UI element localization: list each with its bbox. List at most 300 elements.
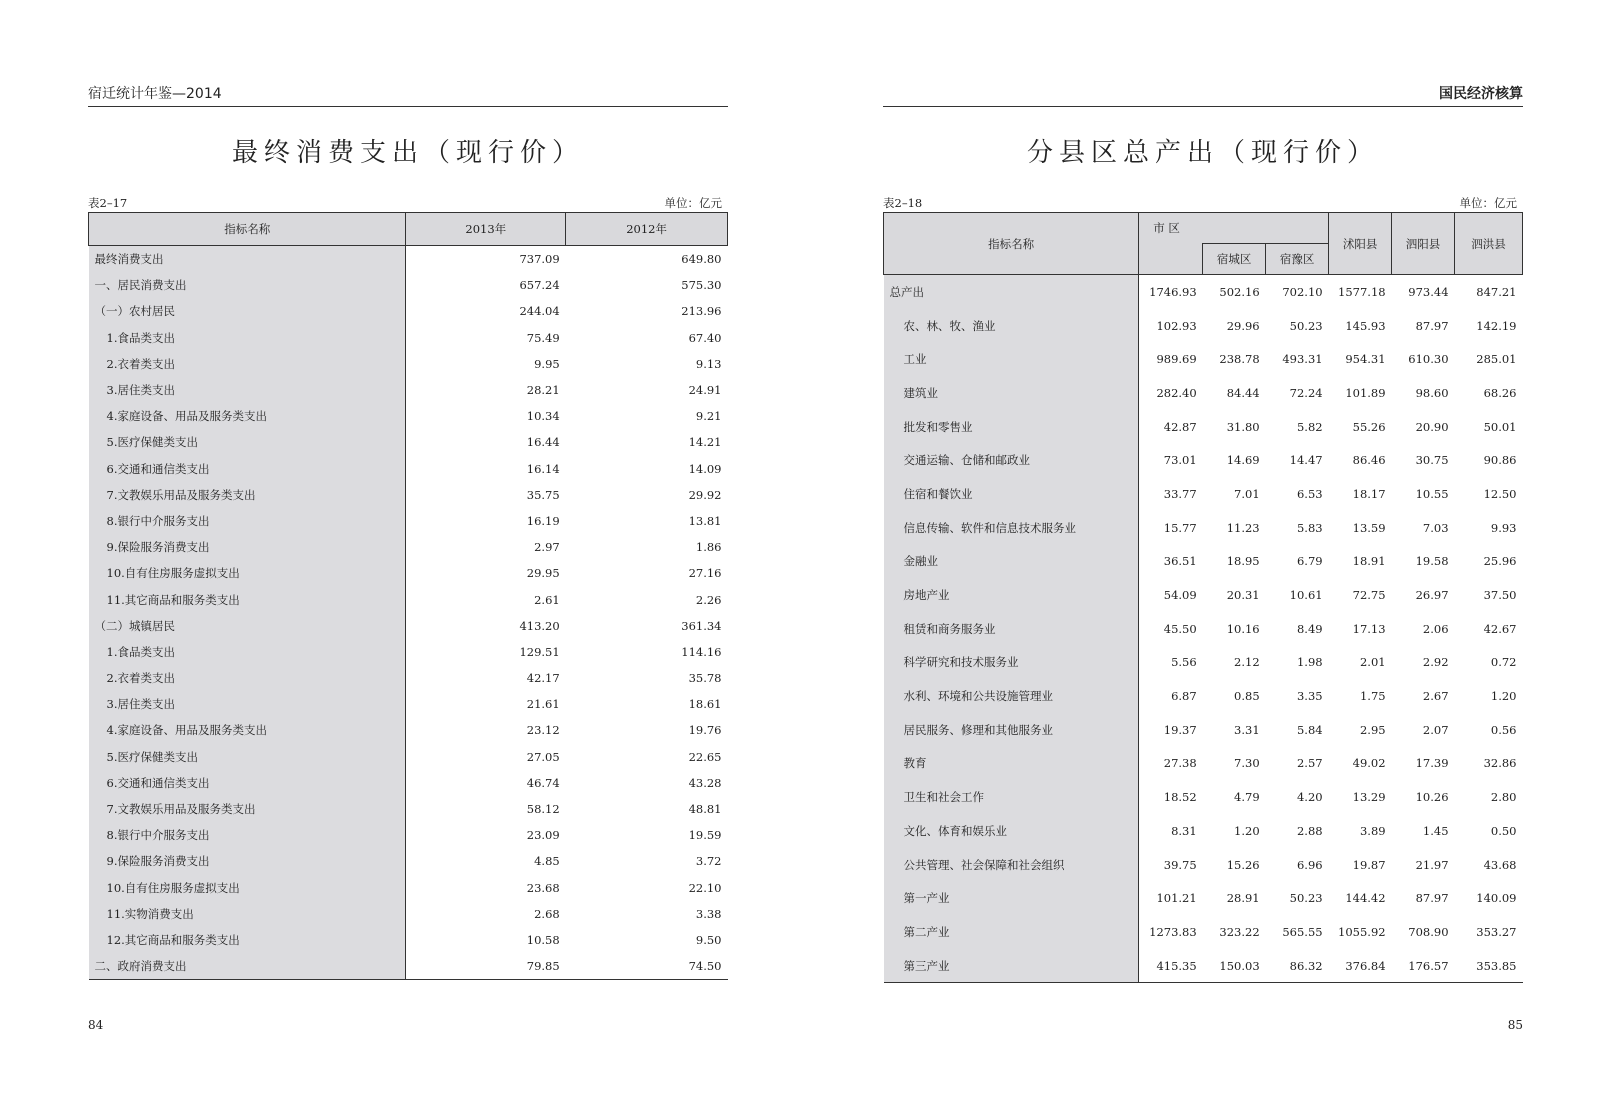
value-shuyang: 145.93 xyxy=(1345,318,1386,333)
value-2012: 35.78 xyxy=(688,671,722,686)
value-siyang: 973.44 xyxy=(1408,284,1449,299)
value-city: 989.69 xyxy=(1156,352,1197,367)
row-label: 租赁和商务服务业 xyxy=(884,612,1139,646)
value-sihong: 32.86 xyxy=(1483,756,1517,771)
row-label: 一、居民消费支出 xyxy=(89,272,406,298)
value-2013: 23.12 xyxy=(526,723,560,738)
row-label: 8.银行中介服务支出 xyxy=(89,822,406,848)
value-2013: 42.17 xyxy=(526,671,560,686)
row-label: 1.食品类支出 xyxy=(89,325,406,351)
value-sihong: 12.50 xyxy=(1483,486,1517,501)
value-city: 33.77 xyxy=(1163,486,1197,501)
value-suyu: 1.98 xyxy=(1296,655,1323,670)
value-2013: 9.95 xyxy=(534,356,560,371)
value-2013: 10.34 xyxy=(526,409,560,424)
value-city: 415.35 xyxy=(1139,949,1203,983)
row-label: 11.其它商品和服务类支出 xyxy=(89,586,406,612)
row-label: 3.居住类支出 xyxy=(89,691,406,717)
value-2012: 27.16 xyxy=(688,566,722,581)
value-sucheng: 20.31 xyxy=(1226,588,1260,603)
table-row xyxy=(884,646,1523,680)
table-row xyxy=(884,713,1523,747)
table-row xyxy=(884,915,1523,949)
value-2012: 3.72 xyxy=(695,854,722,869)
value-city: 15.77 xyxy=(1163,520,1197,535)
col-header-2012: 2012年 xyxy=(566,213,728,246)
row-label: 9.保险服务消费支出 xyxy=(89,534,406,560)
value-sihong: 9.93 xyxy=(1490,520,1517,535)
value-city: 39.75 xyxy=(1163,857,1197,872)
value-siyang: 87.97 xyxy=(1415,318,1449,333)
value-siyang: 20.90 xyxy=(1415,419,1449,434)
value-2012: 48.81 xyxy=(688,802,722,817)
value-city: 5.56 xyxy=(1171,655,1197,670)
row-label: 1.食品类支出 xyxy=(89,639,406,665)
value-sucheng: 150.03 xyxy=(1203,949,1266,983)
value-suyu: 6.53 xyxy=(1296,486,1323,501)
county-output-table xyxy=(883,212,1523,983)
value-2012: 9.13 xyxy=(695,356,722,371)
value-2012: 29.92 xyxy=(688,487,722,502)
value-siyang: 2.92 xyxy=(1422,655,1449,670)
value-2012: 14.21 xyxy=(688,435,722,450)
row-label: 公共管理、社会保障和社会组织 xyxy=(884,848,1139,882)
value-suyu: 6.79 xyxy=(1296,554,1323,569)
value-shuyang: 2.95 xyxy=(1359,722,1386,737)
value-sihong: 353.85 xyxy=(1455,949,1523,983)
value-sucheng: 15.26 xyxy=(1226,857,1260,872)
row-label: 卫生和社会工作 xyxy=(884,780,1139,814)
table-row xyxy=(89,744,728,770)
table-row xyxy=(884,949,1523,983)
row-label: 9.保险服务消费支出 xyxy=(89,848,406,874)
value-siyang: 2.06 xyxy=(1422,621,1449,636)
value-sucheng: 323.22 xyxy=(1219,924,1260,939)
table-row xyxy=(89,456,728,482)
value-suyu: 14.47 xyxy=(1289,453,1323,468)
left-running-head: 宿迁统计年鉴—2014 xyxy=(88,84,728,107)
table-row xyxy=(89,560,728,586)
right-table-unit: 单位：亿元 xyxy=(1459,196,1517,210)
value-2013: 657.24 xyxy=(519,278,560,293)
value-siyang: 21.97 xyxy=(1415,857,1449,872)
value-siyang: 26.97 xyxy=(1415,588,1449,603)
value-shuyang: 13.29 xyxy=(1352,790,1386,805)
value-shuyang: 19.87 xyxy=(1352,857,1386,872)
value-shuyang: 1577.18 xyxy=(1338,284,1386,299)
row-label: 第三产业 xyxy=(884,949,1139,983)
table-row xyxy=(89,691,728,717)
value-sihong: 140.09 xyxy=(1476,891,1517,906)
row-label: 10.自有住房服务虚拟支出 xyxy=(89,560,406,586)
value-2013: 79.85 xyxy=(406,953,566,980)
value-shuyang: 1055.92 xyxy=(1338,924,1386,939)
value-sucheng: 4.79 xyxy=(1234,790,1260,805)
value-2013: 2.68 xyxy=(534,906,560,921)
table-row xyxy=(884,747,1523,781)
value-2012: 114.16 xyxy=(681,644,722,659)
row-label: 4.家庭设备、用品及服务类支出 xyxy=(89,403,406,429)
value-sihong: 2.80 xyxy=(1490,790,1517,805)
value-2012: 361.34 xyxy=(681,618,722,633)
col-header-siyang: 泗阳县 xyxy=(1392,213,1455,275)
row-label: 第二产业 xyxy=(884,915,1139,949)
value-2013: 737.09 xyxy=(519,252,560,267)
value-2013: 35.75 xyxy=(526,487,560,502)
value-shuyang: 18.91 xyxy=(1352,554,1386,569)
value-2013: 16.44 xyxy=(526,435,560,450)
value-sucheng: 28.91 xyxy=(1226,891,1260,906)
value-2012: 43.28 xyxy=(688,775,722,790)
value-suyu: 5.83 xyxy=(1296,520,1323,535)
value-2012: 67.40 xyxy=(688,330,722,345)
value-sihong: 353.27 xyxy=(1476,924,1517,939)
value-2012: 18.61 xyxy=(688,697,722,712)
row-label: 2.衣着类支出 xyxy=(89,665,406,691)
value-sihong: 0.72 xyxy=(1490,655,1517,670)
table-row xyxy=(89,272,728,298)
value-suyu: 4.20 xyxy=(1296,790,1323,805)
table-row xyxy=(884,342,1523,376)
value-2012: 3.38 xyxy=(695,906,722,921)
value-shuyang: 49.02 xyxy=(1352,756,1386,771)
row-label: 交通运输、仓储和邮政业 xyxy=(884,443,1139,477)
value-city: 36.51 xyxy=(1163,554,1197,569)
value-sucheng: 1.20 xyxy=(1234,823,1260,838)
value-shuyang: 2.01 xyxy=(1359,655,1386,670)
value-sucheng: 10.16 xyxy=(1226,621,1260,636)
value-city: 54.09 xyxy=(1163,588,1197,603)
value-sucheng: 29.96 xyxy=(1226,318,1260,333)
value-2013: 10.58 xyxy=(526,932,560,947)
value-sihong: 42.67 xyxy=(1483,621,1517,636)
value-sucheng: 2.12 xyxy=(1234,655,1260,670)
value-2013: 2.97 xyxy=(534,540,560,555)
value-city: 101.21 xyxy=(1156,891,1197,906)
table-row xyxy=(89,901,728,927)
value-suyu: 702.10 xyxy=(1282,284,1323,299)
value-2012: 22.10 xyxy=(688,880,722,895)
value-suyu: 10.61 xyxy=(1289,588,1323,603)
value-siyang: 610.30 xyxy=(1408,352,1449,367)
value-2013: 129.51 xyxy=(519,644,560,659)
right-page-title: 分县区总产出（现行价） xyxy=(1026,138,1379,168)
value-sucheng: 502.16 xyxy=(1219,284,1260,299)
value-city: 102.93 xyxy=(1156,318,1197,333)
left-table-unit: 单位：亿元 xyxy=(664,196,722,210)
value-city: 1273.83 xyxy=(1149,924,1197,939)
value-siyang: 1.45 xyxy=(1422,823,1449,838)
value-city: 18.52 xyxy=(1163,790,1197,805)
table-row xyxy=(89,429,728,455)
col-header-city-blank xyxy=(1139,244,1203,275)
value-siyang: 17.39 xyxy=(1415,756,1449,771)
row-label: 7.文教娱乐用品及服务类支出 xyxy=(89,796,406,822)
table-row xyxy=(89,848,728,874)
value-city: 1746.93 xyxy=(1149,284,1197,299)
value-2012: 24.91 xyxy=(688,383,722,398)
table-row xyxy=(884,275,1523,309)
value-city: 282.40 xyxy=(1156,385,1197,400)
right-table-number: 表2–18 xyxy=(883,196,923,210)
value-2013: 21.61 xyxy=(526,697,560,712)
row-label: （二）城镇居民 xyxy=(89,613,406,639)
value-2012: 9.50 xyxy=(695,932,722,947)
row-label: 4.家庭设备、用品及服务类支出 xyxy=(89,717,406,743)
value-2012: 1.86 xyxy=(695,540,722,555)
row-label: 8.银行中介服务支出 xyxy=(89,508,406,534)
row-label: 建筑业 xyxy=(884,376,1139,410)
table-row xyxy=(89,403,728,429)
table-row xyxy=(89,351,728,377)
value-city: 8.31 xyxy=(1171,823,1197,838)
row-label: 住宿和餐饮业 xyxy=(884,477,1139,511)
table-row xyxy=(89,298,728,324)
value-shuyang: 1.75 xyxy=(1359,689,1386,704)
row-label: 教育 xyxy=(884,747,1139,781)
row-label: 科学研究和技术服务业 xyxy=(884,646,1139,680)
value-2013: 27.05 xyxy=(526,749,560,764)
table-row xyxy=(89,770,728,796)
value-siyang: 30.75 xyxy=(1415,453,1449,468)
table-row xyxy=(884,848,1523,882)
table-row xyxy=(89,875,728,901)
value-sihong: 1.20 xyxy=(1490,689,1517,704)
table-row xyxy=(89,796,728,822)
table-row xyxy=(884,679,1523,713)
value-2013: 28.21 xyxy=(526,383,560,398)
left-table-meta xyxy=(88,195,728,211)
value-sihong: 90.86 xyxy=(1483,453,1517,468)
value-2012: 575.30 xyxy=(681,278,722,293)
value-siyang: 708.90 xyxy=(1408,924,1449,939)
value-city: 19.37 xyxy=(1163,722,1197,737)
value-2012: 22.65 xyxy=(688,749,722,764)
value-sucheng: 14.69 xyxy=(1226,453,1260,468)
value-city: 73.01 xyxy=(1163,453,1197,468)
value-sucheng: 84.44 xyxy=(1226,385,1260,400)
row-label: 7.文教娱乐用品及服务类支出 xyxy=(89,482,406,508)
table-row xyxy=(884,545,1523,579)
value-shuyang: 376.84 xyxy=(1329,949,1392,983)
left-page-title: 最终消费支出（现行价） xyxy=(231,138,584,168)
row-label: 5.医疗保健类支出 xyxy=(89,744,406,770)
value-siyang: 2.07 xyxy=(1422,722,1449,737)
value-2013: 23.68 xyxy=(526,880,560,895)
value-city: 45.50 xyxy=(1163,621,1197,636)
row-label: 工业 xyxy=(884,342,1139,376)
row-label: 信息传输、软件和信息技术服务业 xyxy=(884,511,1139,545)
col-header-sucheng: 宿城区 xyxy=(1203,244,1266,275)
table-row xyxy=(89,482,728,508)
value-suyu: 6.96 xyxy=(1296,857,1323,872)
value-suyu: 86.32 xyxy=(1266,949,1329,983)
value-2012: 2.26 xyxy=(695,592,722,607)
value-siyang: 98.60 xyxy=(1415,385,1449,400)
value-2012: 649.80 xyxy=(681,252,722,267)
table-row xyxy=(89,639,728,665)
table-row xyxy=(89,613,728,639)
row-label: 6.交通和通信类支出 xyxy=(89,456,406,482)
table-row xyxy=(89,586,728,612)
table-row xyxy=(89,822,728,848)
col-header-indicator: 指标名称 xyxy=(884,213,1139,275)
value-siyang: 87.97 xyxy=(1415,891,1449,906)
value-shuyang: 17.13 xyxy=(1352,621,1386,636)
value-suyu: 2.57 xyxy=(1296,756,1323,771)
row-label: 金融业 xyxy=(884,545,1139,579)
row-label: 总产出 xyxy=(884,275,1139,309)
value-shuyang: 18.17 xyxy=(1352,486,1386,501)
final-consumption-table xyxy=(88,212,728,980)
row-label: 最终消费支出 xyxy=(89,246,406,273)
value-2012: 74.50 xyxy=(566,953,728,980)
value-2013: 75.49 xyxy=(526,330,560,345)
value-suyu: 8.49 xyxy=(1296,621,1323,636)
table-row xyxy=(884,881,1523,915)
value-sihong: 285.01 xyxy=(1476,352,1517,367)
row-label: 2.衣着类支出 xyxy=(89,351,406,377)
value-2012: 13.81 xyxy=(688,513,722,528)
value-sihong: 25.96 xyxy=(1483,554,1517,569)
value-sihong: 43.68 xyxy=(1483,857,1517,872)
table-row xyxy=(884,410,1523,444)
value-siyang: 176.57 xyxy=(1392,949,1455,983)
value-shuyang: 72.75 xyxy=(1352,588,1386,603)
value-2013: 23.09 xyxy=(526,828,560,843)
value-siyang: 7.03 xyxy=(1422,520,1449,535)
value-shuyang: 144.42 xyxy=(1345,891,1386,906)
value-sucheng: 31.80 xyxy=(1226,419,1260,434)
value-sucheng: 0.85 xyxy=(1234,689,1260,704)
row-label: 12.其它商品和服务类支出 xyxy=(89,927,406,953)
value-suyu: 72.24 xyxy=(1289,385,1323,400)
table-row xyxy=(884,511,1523,545)
value-2012: 213.96 xyxy=(681,304,722,319)
table-row xyxy=(884,612,1523,646)
row-label: 房地产业 xyxy=(884,578,1139,612)
table-row xyxy=(89,534,728,560)
value-2013: 413.20 xyxy=(519,618,560,633)
value-2013: 16.19 xyxy=(526,513,560,528)
value-2013: 2.61 xyxy=(534,592,560,607)
table-row xyxy=(89,508,728,534)
value-shuyang: 13.59 xyxy=(1352,520,1386,535)
row-label: 10.自有住房服务虚拟支出 xyxy=(89,875,406,901)
left-page-number: 84 xyxy=(88,1018,104,1032)
value-suyu: 50.23 xyxy=(1289,318,1323,333)
col-header-sihong: 泗洪县 xyxy=(1455,213,1523,275)
table-row xyxy=(89,927,728,953)
row-label: 二、政府消费支出 xyxy=(89,953,406,980)
value-sucheng: 7.01 xyxy=(1234,486,1260,501)
value-suyu: 50.23 xyxy=(1289,891,1323,906)
value-suyu: 565.55 xyxy=(1282,924,1323,939)
value-sucheng: 3.31 xyxy=(1234,722,1260,737)
value-2013: 244.04 xyxy=(519,304,560,319)
col-header-suyu: 宿豫区 xyxy=(1266,244,1329,275)
table-row xyxy=(89,325,728,351)
row-label: 6.交通和通信类支出 xyxy=(89,770,406,796)
table-row xyxy=(884,443,1523,477)
row-label: 第一产业 xyxy=(884,881,1139,915)
value-siyang: 2.67 xyxy=(1422,689,1449,704)
table-row xyxy=(89,377,728,403)
value-2013: 16.14 xyxy=(526,461,560,476)
value-shuyang: 55.26 xyxy=(1352,419,1386,434)
value-shuyang: 86.46 xyxy=(1352,453,1386,468)
table-row xyxy=(884,376,1523,410)
row-label: 5.医疗保健类支出 xyxy=(89,429,406,455)
col-header-indicator: 指标名称 xyxy=(89,213,406,246)
value-2013: 58.12 xyxy=(526,802,560,817)
value-siyang: 19.58 xyxy=(1415,554,1449,569)
value-suyu: 3.35 xyxy=(1296,689,1323,704)
value-sihong: 37.50 xyxy=(1483,588,1517,603)
row-label: 11.实物消费支出 xyxy=(89,901,406,927)
row-label: （一）农村居民 xyxy=(89,298,406,324)
value-city: 27.38 xyxy=(1163,756,1197,771)
table-row xyxy=(89,665,728,691)
table-row xyxy=(89,953,728,980)
value-suyu: 493.31 xyxy=(1282,352,1323,367)
row-label: 农、林、牧、渔业 xyxy=(884,309,1139,343)
col-header-shuyang: 沭阳县 xyxy=(1329,213,1392,275)
value-2013: 29.95 xyxy=(526,566,560,581)
value-shuyang: 954.31 xyxy=(1345,352,1386,367)
value-city: 42.87 xyxy=(1163,419,1197,434)
row-label: 文化、体育和娱乐业 xyxy=(884,814,1139,848)
value-sihong: 0.56 xyxy=(1490,722,1517,737)
value-sucheng: 238.78 xyxy=(1219,352,1260,367)
right-table-meta xyxy=(883,195,1523,211)
row-label: 居民服务、修理和其他服务业 xyxy=(884,713,1139,747)
value-2012: 19.76 xyxy=(688,723,722,738)
table-row xyxy=(884,780,1523,814)
value-siyang: 10.55 xyxy=(1415,486,1449,501)
value-2012: 19.59 xyxy=(688,828,722,843)
value-sihong: 68.26 xyxy=(1483,385,1517,400)
value-sihong: 50.01 xyxy=(1483,419,1517,434)
right-running-head: 国民经济核算 xyxy=(883,84,1523,107)
table-row xyxy=(884,477,1523,511)
value-2012: 14.09 xyxy=(688,461,722,476)
table-row xyxy=(884,814,1523,848)
value-sihong: 0.50 xyxy=(1490,823,1517,838)
value-2013: 46.74 xyxy=(526,775,560,790)
value-sihong: 847.21 xyxy=(1476,284,1517,299)
value-2013: 4.85 xyxy=(534,854,560,869)
row-label: 水利、环境和公共设施管理业 xyxy=(884,679,1139,713)
value-suyu: 5.84 xyxy=(1296,722,1323,737)
value-suyu: 5.82 xyxy=(1296,419,1323,434)
value-siyang: 10.26 xyxy=(1415,790,1449,805)
row-label: 批发和零售业 xyxy=(884,410,1139,444)
col-header-2013: 2013年 xyxy=(406,213,566,246)
value-shuyang: 101.89 xyxy=(1345,385,1386,400)
table-row xyxy=(89,717,728,743)
right-page-number: 85 xyxy=(1507,1018,1523,1032)
table-row xyxy=(884,578,1523,612)
value-shuyang: 3.89 xyxy=(1359,823,1386,838)
value-sihong: 142.19 xyxy=(1476,318,1517,333)
table-row xyxy=(89,246,728,273)
table-row xyxy=(884,309,1523,343)
value-sucheng: 18.95 xyxy=(1226,554,1260,569)
value-2012: 9.21 xyxy=(695,409,722,424)
row-label: 3.居住类支出 xyxy=(89,377,406,403)
value-city: 6.87 xyxy=(1171,689,1197,704)
